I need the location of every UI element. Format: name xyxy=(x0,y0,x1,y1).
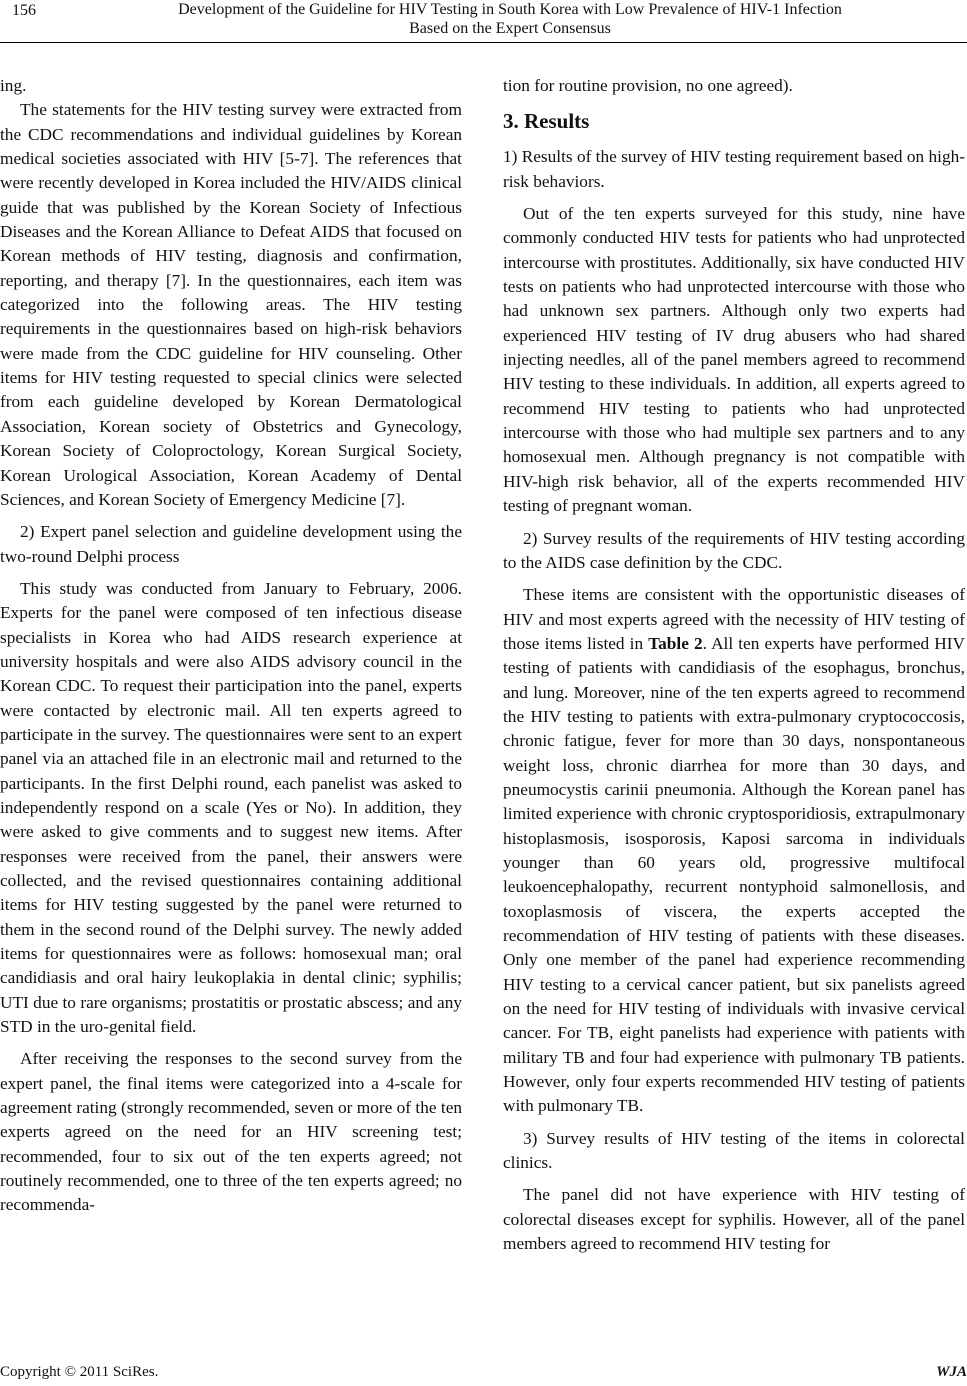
table-reference: Table 2 xyxy=(648,633,703,653)
paragraph-continuation: ing. xyxy=(0,76,27,95)
journal-abbreviation: WJA xyxy=(936,1364,967,1380)
running-title-line-1: Development of the Guideline for HIV Testing in South Korea with Low Prevalence of HIV-1 Infection xyxy=(178,1,842,18)
running-title xyxy=(80,0,940,38)
text-run: These items are consistent with the opportunistic diseases of HIV and most experts agreed with the necessity of HIV testing of those items listed in xyxy=(503,585,965,653)
paragraph-delphi-process: This study was conducted from January to February, 2006. Experts for the panel were composed of ten infectious disease specialists in Korea who had AIDS research experience at university hospitals and were also AIDS advisory council in the Korean CDC. To request their participation into the panel, experts were contacted by electronic mail. All ten experts agreed to participate in the survey. The questionnaires were sent to an expert panel via an attached file in an electronic mail and returned to the participants. In the first Delphi round, each panelist was asked to independently respond on a scale (Yes or No). In addition, they were asked to give comments and to suggest new items. After responses were received from the panel, their answers were collected, and the revised questionnaires containing additional items for HIV testing suggested by the panel were returned to them in the second round of the Delphi survey. The newly added items for questionnaires were as follows: homosexual man; oral candidiasis and oral hairy leukoplakia in dental clinic; syphilis; UTI due to rare organisms; prostatitis or prostatic abscess; and any STD in the uro-genital field. xyxy=(0,578,462,1037)
subsection-aids-definition: 2) Survey results of the requirements of HIV testing according to the AIDS case definition by the CDC. xyxy=(503,528,965,572)
paragraph-continuation: tion for routine provision, no one agreed). xyxy=(503,76,793,95)
text-run: . All ten experts have performed HIV testing of patients with candidiasis of the esophagus, bronchus, and lung. Moreover, nine of the ten experts agreed to recommend the HIV testing to patients with extra-pulmonary cryptococcosis, chronic fatigue, fever for more than 30 days, nonspontaneous weight loss, chronic diarrhea for more than 30 days, and pneumocystis carinii pneumonia. Although the Korean panel has limited experience with chronic cryptosporidiosis, extrapulmonary histoplasmosis, isosporosis, Kaposi sarcoma in individuals younger than 60 years old, progressive multifocal leukoencephalopathy, recurrent nontyphoid salmonellosis, and toxoplasmosis of viscera, the experts accepted the recommendation of HIV testing of patients with these diseases. Only one member of the panel had experience recommending HIV testing to a cervical cancer patient, but six panelists agreed on the need for HIV testing of individuals with invasive cervical cancer. For TB, eight panelists had experience with patients with military TB and four had experience with pulmonary TB patients. However, only four experts recommended HIV testing of patients with pulmonary TB. xyxy=(503,633,965,1116)
subsection-colorectal: 3) Survey results of HIV testing of the items in colorectal clinics. xyxy=(503,1128,965,1173)
page-footer xyxy=(0,1364,967,1386)
paragraph-colorectal-results: The panel did not have experience with HIV testing of colorectal diseases except for syphilis. However, all of the panel members agreed to recommend HIV testing for xyxy=(503,1185,965,1254)
paragraph-statements: The statements for the HIV testing survey were extracted from the CDC recommendations and individual guidelines by Korean medical societies associated with HIV [5-7]. The references that were recently developed in Korea included the HIV/AIDS clinical guide that was published by the Korean Society of Infectious Diseases and the Korean Alliance to Defeat AIDS that focused on Korean methods of HIV testing, diagnosis and confirmation, reporting, and therapy [7]. In the questionnaires, each item was categorized into the following areas. The HIV testing requirements in the questionnaires based on high-risk behaviors were made from the CDC guideline for HIV counseling. Other items for HIV testing requested to special clinics were selected from each guideline developed by Korean Dermatological Association, Korean society of Obstetrics and Gynecology, Korean Society of Coloproctology, Korean Surgical Society, Korean Urological Association, Korean Academy of Dental Sciences, and Korean Society of Emergency Medicine [7]. xyxy=(0,100,462,509)
paragraph-opportunistic-diseases xyxy=(503,583,965,1119)
paragraph-high-risk-results: Out of the ten experts surveyed for this study, nine have commonly conducted HIV tests for patients who had unprotected intercourse with prostitutes. Additionally, six have conducted HIV tests on patients who had unprotected intercourse with those who had unknown sex partners. Although only two experts had experienced HIV testing of IV drug abusers who had shared injecting needles, all of the panel members agreed to recommend HIV testing to these individuals. In addition, all experts agreed to recommend HIV testing to patients who had unprotected intercourse with those who had multiple sex partners and to any homosexual men. Although pregnancy is not compatible with HIV-high risk behavior, all of the experts recommended HIV testing of pregnant woman. xyxy=(503,204,965,516)
header-divider xyxy=(0,42,967,43)
section-heading-results: 3. Results xyxy=(503,109,590,134)
copyright-notice: Copyright © 2011 SciRes. xyxy=(0,1364,159,1380)
subsection-high-risk: 1) Results of the survey of HIV testing requirement based on high-risk behaviors. xyxy=(503,147,965,191)
left-column xyxy=(0,74,462,1218)
running-title-line-2: Based on the Expert Consensus xyxy=(409,20,611,37)
page-header xyxy=(0,0,967,56)
subsection-expert-panel: 2) Expert panel selection and guideline development using the two-round Delphi process xyxy=(0,522,462,566)
page-number: 156 xyxy=(12,2,36,19)
paragraph-agreement-scale: After receiving the responses to the second survey from the expert panel, the final items were categorized into a 4-scale for agreement rating (strongly recommended, seven or more of the ten experts agreed on the need for an HIV screening test; recommended, four to six out of the ten experts agreed; not routinely recommended, one to three of the ten experts agreed; no recommenda- xyxy=(0,1049,462,1215)
right-column xyxy=(503,74,965,1256)
